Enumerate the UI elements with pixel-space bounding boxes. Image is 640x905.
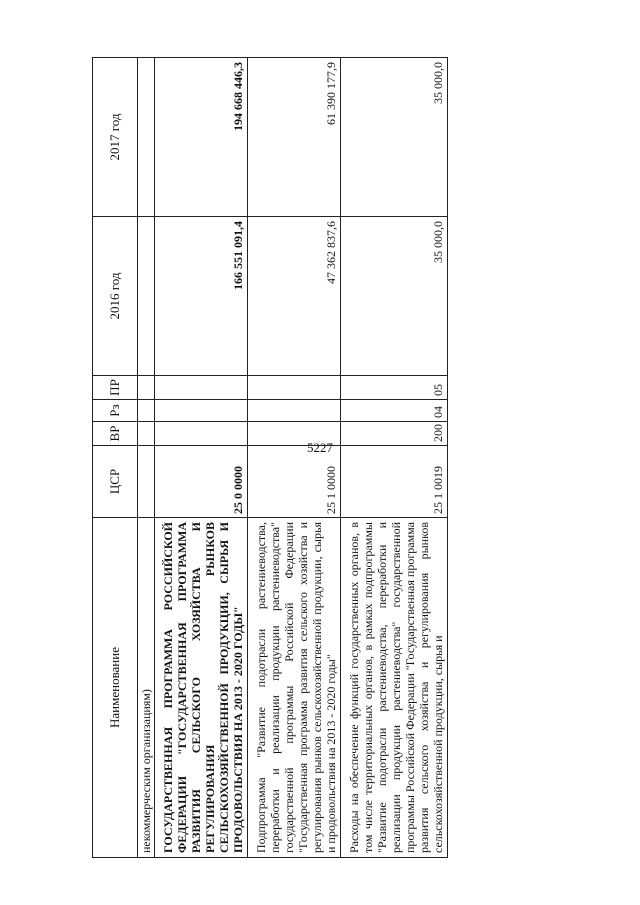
row-name: Подпрограмма "Развитие подотрасли растениеводства, переработки и реализации продукции растениеводства" государственной программы Российской Федерации "Государственная программа развития сельского хозяйства и регулирования рынков сельскохозяйственной продукции, сырья и продовольствия на 2013 - 2020 годы" xyxy=(248,518,341,858)
row-rz xyxy=(155,400,248,422)
row-2017: 194 668 446,3 xyxy=(155,58,248,217)
row-2017: 35 000,0 xyxy=(341,58,448,217)
budget-table xyxy=(92,57,448,858)
continuation-text: некоммерческим организациям) xyxy=(138,518,155,858)
row-pr xyxy=(155,376,248,400)
table-row xyxy=(155,58,248,858)
row-vr xyxy=(155,422,248,446)
row-pr xyxy=(248,376,341,400)
page-number: 5227 xyxy=(307,440,333,455)
table-row xyxy=(341,58,448,858)
rotated-table-container xyxy=(92,58,632,858)
row-csr: 25 0 0000 xyxy=(155,446,248,518)
row-vr: 200 xyxy=(341,422,448,446)
header-name: Наименование xyxy=(93,518,138,858)
row-pr: 05 xyxy=(341,376,448,400)
row-vr xyxy=(248,422,341,446)
row-2016: 47 362 837,6 xyxy=(248,217,341,376)
row-2017: 61 390 177,9 xyxy=(248,58,341,217)
header-2017: 2017 год xyxy=(93,58,138,217)
header-vr: ВР xyxy=(93,422,138,446)
table-row xyxy=(248,58,341,858)
row-rz: 04 xyxy=(341,400,448,422)
row-name: Расходы на обеспечение функций государственных органов, в том числе территориальных органов, в рамках подпрограммы "Развитие подотрасли растениеводства, переработки и реализации продукции растениеводства" государственной программы Российской Федерации "Государственная программа развития сельского хозяйства и регулирования рынков сельскохозяйственной продукции, сырья и xyxy=(341,518,448,858)
continuation-row xyxy=(138,58,155,858)
header-csr: ЦСР xyxy=(93,446,138,518)
row-2016: 35 000,0 xyxy=(341,217,448,376)
row-csr: 25 1 0019 xyxy=(341,446,448,518)
header-2016: 2016 год xyxy=(93,217,138,376)
row-csr: 25 1 0000 xyxy=(248,446,341,518)
table-header-row xyxy=(93,58,138,858)
header-rz: Рз xyxy=(93,400,138,422)
header-pr: ПР xyxy=(93,376,138,400)
row-rz xyxy=(248,400,341,422)
row-2016: 166 551 091,4 xyxy=(155,217,248,376)
row-name: ГОСУДАРСТВЕННАЯ ПРОГРАММА РОССИЙСКОЙ ФЕДЕРАЦИИ "ГОСУДАРСТВЕННАЯ ПРОГРАММА РАЗВИТИЯ СЕЛЬСКОГО ХОЗЯЙСТВА И РЕГУЛИРОВАНИЯ РЫНКОВ СЕЛЬСКОХОЗЯЙСТВЕННОЙ ПРОДУКЦИИ, СЫРЬЯ И ПРОДОВОЛЬСТВИЯ НА 2013 - 2020 ГОДЫ" xyxy=(155,518,248,858)
